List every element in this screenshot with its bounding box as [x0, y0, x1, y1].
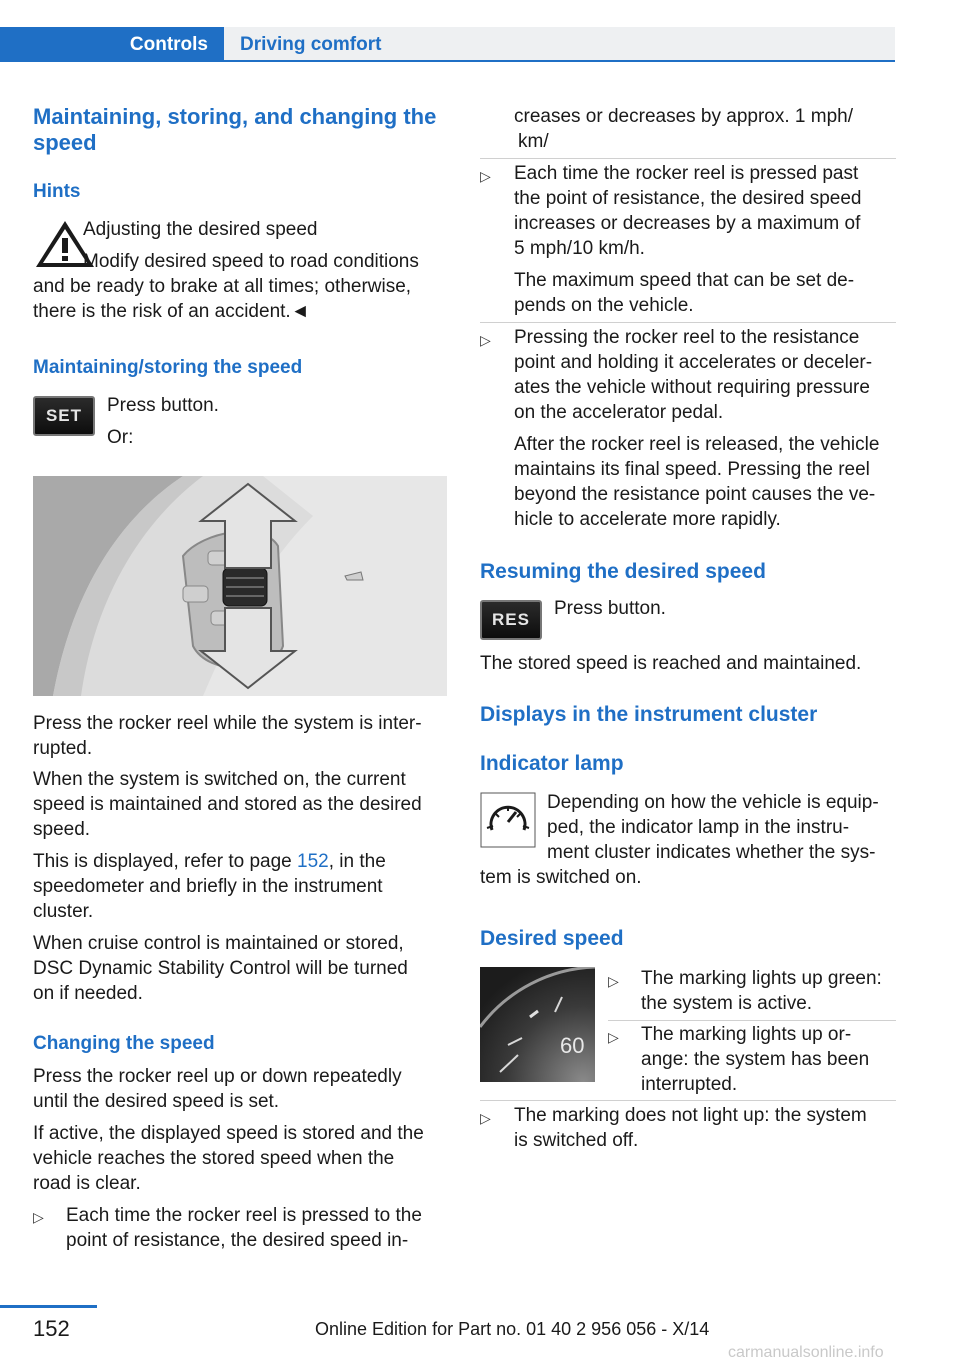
- online-edition-text: Online Edition for Part no. 01 40 2 956 056 - X/14: [315, 1319, 710, 1339]
- bullet-text: The marking lights up green:: [641, 968, 882, 989]
- bullet-text: increases or decreases by a maximum of: [514, 213, 861, 234]
- bullet-text: interrupted.: [641, 1074, 738, 1095]
- bullet-icon: ▷: [480, 168, 491, 184]
- paragraph-line: Press the rocker reel up or down repeatedly: [33, 1066, 402, 1087]
- paragraph-line: When the system is switched on, the current: [33, 769, 406, 790]
- speedometer-image: [480, 967, 595, 1082]
- bullet-text: The marking does not light up: the system: [514, 1105, 867, 1126]
- bullet-icon: ▷: [480, 332, 491, 348]
- paragraph-line: rupted.: [33, 738, 93, 759]
- bullet-icon: ▷: [33, 1209, 44, 1225]
- bullet-continued-text: creases or decreases by approx. 1 mph/: [514, 106, 854, 127]
- maintain-title: Maintaining/storing the speed: [33, 357, 303, 378]
- bullet-text: is switched off.: [514, 1130, 639, 1151]
- section-tab-driving-comfort: Driving comfort: [224, 27, 895, 62]
- watermark: carmanualsonline.info: [728, 1344, 884, 1361]
- paragraph-text: This is displayed, refer to page: [33, 851, 298, 872]
- bullet-icon: ▷: [480, 1110, 491, 1126]
- section-tab-controls: Controls: [0, 27, 224, 62]
- warning-text-line: there is the risk of an accident.◄: [33, 301, 310, 322]
- paragraph-line: When cruise control is maintained or stored,: [33, 933, 404, 954]
- bullet-divider: [480, 158, 896, 159]
- bullet-text: After the rocker reel is released, the vehicle: [514, 434, 880, 455]
- bullet-text: maintains its final speed. Pressing the reel: [514, 459, 870, 480]
- paragraph-line: If active, the displayed speed is stored and the: [33, 1123, 424, 1144]
- indicator-text-line: ped, the indicator lamp in the instru-: [547, 817, 850, 838]
- paragraph-line: cluster.: [33, 901, 94, 922]
- footer-bar: [0, 1305, 97, 1308]
- paragraph-line: [33, 849, 386, 874]
- warning-title: Adjusting the desired speed: [83, 219, 318, 240]
- bullet-divider: [608, 1020, 896, 1021]
- indicator-text-line: ment cluster indicates whether the sys-: [547, 842, 876, 863]
- page-number: 152: [33, 1316, 70, 1341]
- paragraph-line: road is clear.: [33, 1173, 141, 1194]
- bullet-text: hicle to accelerate more rapidly.: [514, 509, 781, 530]
- bullet-divider: [480, 322, 896, 323]
- res-button-image: RES: [480, 600, 542, 640]
- set-button-image: SET: [33, 396, 95, 436]
- bullet-divider: [480, 1100, 896, 1101]
- bullet-icon: ▷: [608, 973, 619, 989]
- paragraph-line: speed.: [33, 819, 91, 840]
- press-button-text: Press button.: [107, 395, 219, 416]
- paragraph-line: vehicle reaches the stored speed when the: [33, 1148, 395, 1169]
- bullet-text: the system is active.: [641, 993, 813, 1014]
- cruise-indicator-icon: [480, 792, 536, 848]
- bullet-text: the point of resistance, the desired speed: [514, 188, 862, 209]
- indicator-title: Indicator lamp: [480, 752, 624, 775]
- paragraph-line: speed is maintained and stored as the desired: [33, 794, 422, 815]
- bullet-text: ates the vehicle without requiring pressure: [514, 377, 870, 398]
- warning-text-line: Modify desired speed to road conditions: [83, 251, 419, 272]
- bullet-text: pends on the vehicle.: [514, 295, 694, 316]
- main-heading: Maintaining, storing, and changing the speed: [33, 104, 437, 155]
- steering-wheel-illustration: [33, 476, 447, 696]
- page-reference-link[interactable]: 152: [297, 851, 329, 872]
- bullet-text: 5 mph/10 km/h.: [514, 238, 645, 259]
- paragraph-line: speedometer and briefly in the instrument: [33, 876, 383, 897]
- resume-text: The stored speed is reached and maintained.: [480, 653, 862, 674]
- indicator-text-line: tem is switched on.: [480, 867, 642, 888]
- or-text: Or:: [107, 427, 134, 448]
- bullet-text: Each time the rocker reel is pressed past: [514, 163, 859, 184]
- resume-title: Resuming the desired speed: [480, 560, 766, 583]
- bullet-icon: ▷: [608, 1029, 619, 1045]
- paragraph-line: until the desired speed is set.: [33, 1091, 280, 1112]
- bullet-text: on the accelerator pedal.: [514, 402, 724, 423]
- header-rule: [224, 60, 895, 62]
- bullet-text: The maximum speed that can be set de-: [514, 270, 855, 291]
- bullet-text: beyond the resistance point causes the ve-: [514, 484, 876, 505]
- hints-title: Hints: [33, 181, 81, 202]
- bullet-text: point of resistance, the desired speed in-: [66, 1230, 409, 1251]
- bullet-continued-text: km/: [518, 131, 549, 152]
- bullet-text: Pressing the rocker reel to the resistance: [514, 327, 860, 348]
- bullet-text: point and holding it accelerates or deceler-: [514, 352, 873, 373]
- indicator-text-line: Depending on how the vehicle is equip-: [547, 792, 879, 813]
- speedometer-gauge-graphic: [480, 967, 595, 1082]
- paragraph-line: Press the rocker reel while the system is inter-: [33, 713, 422, 734]
- warning-text-line: and be ready to brake at all times; otherwise,: [33, 276, 412, 297]
- gauge-number: 60: [560, 1033, 585, 1058]
- displays-title: Displays in the instrument cluster: [480, 703, 818, 726]
- bullet-text: The marking lights up or-: [641, 1024, 852, 1045]
- bullet-text: Each time the rocker reel is pressed to the: [66, 1205, 422, 1226]
- desired-speed-title: Desired speed: [480, 927, 624, 950]
- changing-speed-title: Changing the speed: [33, 1033, 215, 1054]
- press-button-text: Press button.: [554, 598, 666, 619]
- paragraph-text: , in the: [328, 851, 386, 872]
- paragraph-line: DSC Dynamic Stability Control will be turned: [33, 958, 408, 979]
- page-header: [0, 27, 895, 62]
- bullet-text: ange: the system has been: [641, 1049, 870, 1070]
- paragraph-line: on if needed.: [33, 983, 143, 1004]
